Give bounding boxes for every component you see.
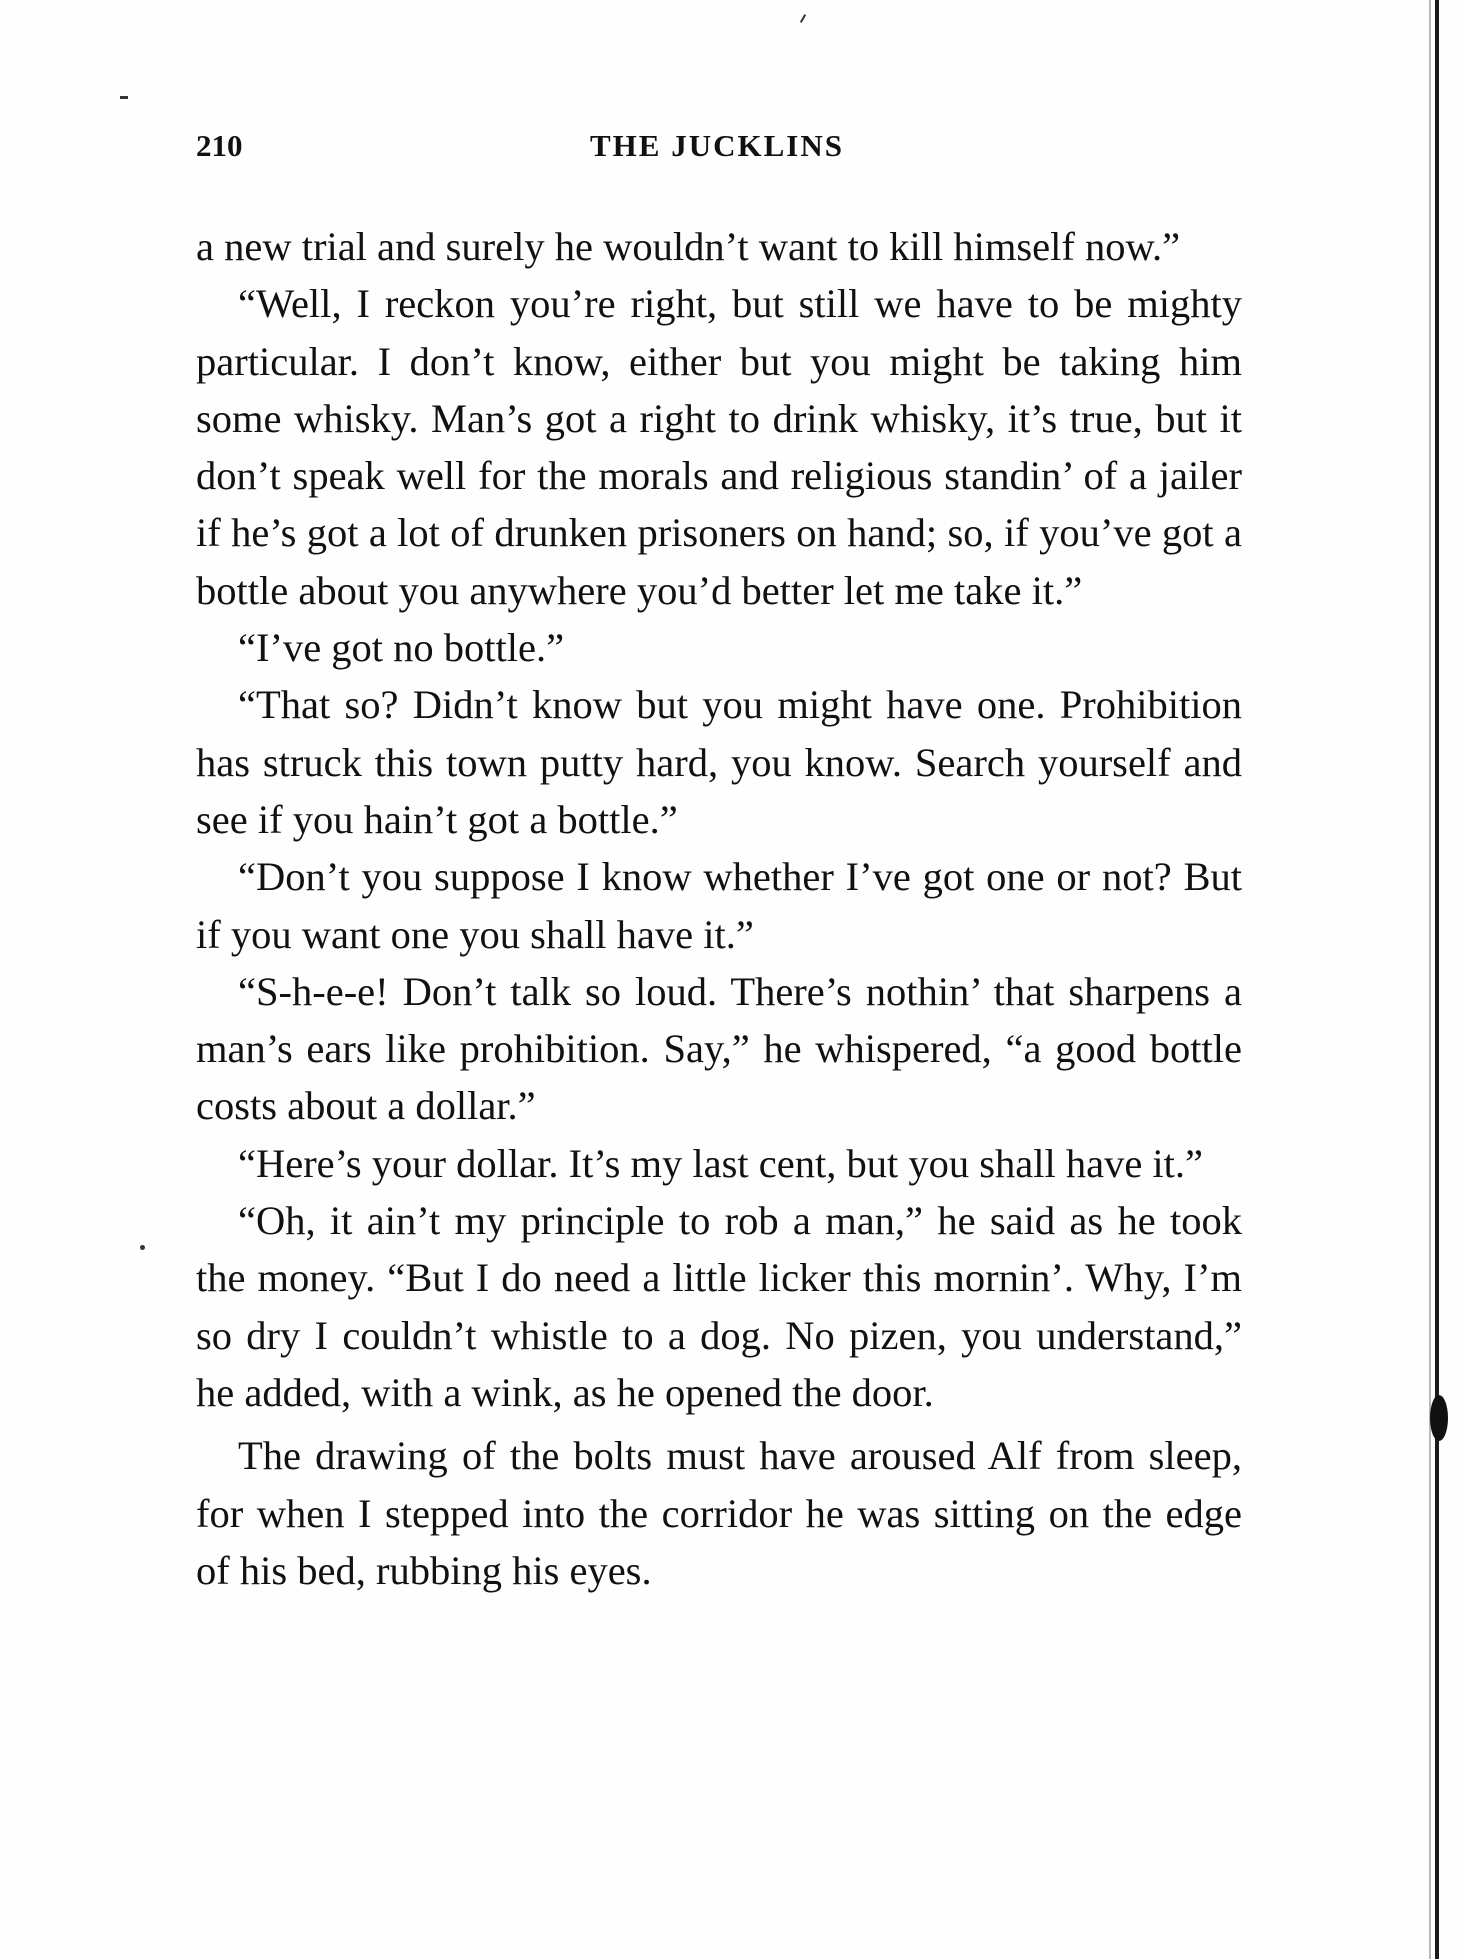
paragraph: a new trial and surely he wouldn’t want to kill himself now.” xyxy=(196,224,1181,269)
paragraph: “S-h-e-e! Don’t talk so loud. There’s nothin’ that sharpens a man’s ears like prohibition. Say,” he whispered, “a good bottle costs about a dollar.” xyxy=(196,968,1242,1129)
paragraph: “Don’t you suppose I know whether I’ve got one or not? But if you want one you shall have it.” xyxy=(196,854,1242,957)
scan-speck xyxy=(140,1245,145,1250)
page-number: 210 xyxy=(196,128,243,163)
paragraph: “Oh, it ain’t my principle to rob a man,” he said as he took the money. “But I do need a little licker this mornin’. Why, I’m so dry I couldn’t whistle to a dog. No pizen, you understand,” he added, with a wink, as he opened the door. xyxy=(196,1198,1242,1415)
body-text xyxy=(196,218,1242,1599)
paragraph: “Here’s your dollar. It’s my last cent, but you shall have it.” xyxy=(238,1140,1204,1186)
running-head xyxy=(196,128,1246,178)
paragraph: “Well, I reckon you’re right, but still we have to be mighty particular. I don’t know, either but you might be taking him some whisky. Man’s got a right to drink whisky, it’s true, but it don’t speak well for the morals and religious standin’ of a jailer if he’s got a lot of drunken prisoners on hand; so, if you’ve got a bottle about you anywhere you’d better let me take it.” xyxy=(196,281,1242,613)
paragraph: The drawing of the bolts must have aroused Alf from sleep, for when I stepped into the corridor he was sitting on the edge of his bed, rubbing his eyes. xyxy=(196,1433,1242,1593)
ink-blot xyxy=(1430,1395,1448,1441)
paragraph: “That so? Didn’t know but you might have one. Prohibition has struck this town putty hard, you know. Search yourself and see if you hain’t got a bottle.” xyxy=(196,682,1242,842)
binding-line xyxy=(1435,0,1439,1959)
scan-speck xyxy=(120,96,128,99)
scan-speck xyxy=(800,14,806,23)
binding-edge xyxy=(1427,0,1449,1959)
book-title: THE JUCKLINS xyxy=(590,128,844,163)
paragraph: “I’ve got no bottle.” xyxy=(238,625,565,671)
binding-shadow xyxy=(1429,0,1431,1959)
